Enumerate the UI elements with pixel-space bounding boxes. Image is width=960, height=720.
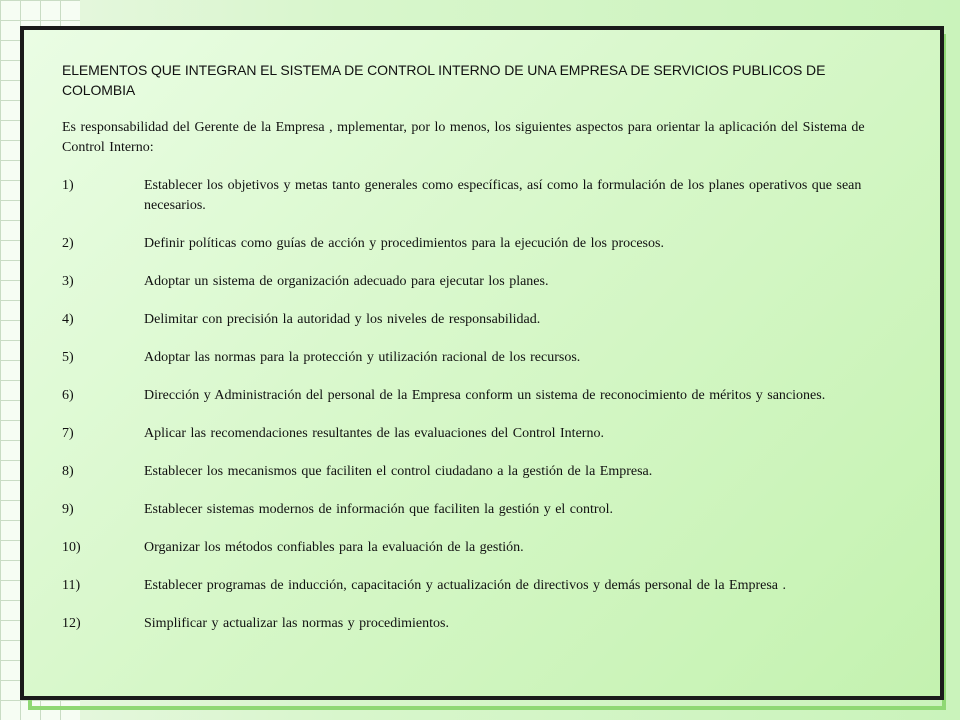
list-item — [62, 576, 902, 596]
item-number: 10) — [62, 540, 81, 555]
item-text: Establecer sistemas modernos de información que faciliten la gestión y el control. — [144, 502, 613, 517]
list-item — [62, 310, 902, 330]
item-number: 5) — [62, 350, 74, 365]
item-text: Delimitar con precisión la autoridad y los niveles de responsabilidad. — [144, 312, 541, 327]
intro-paragraph: Es responsabilidad del Gerente de la Empresa , mplementar, por lo menos, los siguientes aspectos para orientar la aplicación del Sistema de Control Interno: — [62, 120, 865, 155]
item-text: Adoptar las normas para la protección y utilización racional de los recursos. — [144, 350, 581, 365]
list-item — [62, 348, 902, 368]
item-number: 7) — [62, 426, 74, 441]
item-number: 11) — [62, 578, 81, 593]
list-item — [62, 386, 902, 406]
item-number: 9) — [62, 502, 74, 517]
list-item — [62, 500, 902, 520]
item-text: Establecer los mecanismos que faciliten el control ciudadano a la gestión de la Empresa. — [144, 464, 653, 479]
item-number: 2) — [62, 236, 74, 251]
list-item — [62, 462, 902, 482]
item-number: 3) — [62, 274, 74, 289]
items-list — [62, 176, 902, 634]
list-item — [62, 538, 902, 558]
item-text: Definir políticas como guías de acción y procedimientos para la ejecución de los procesos. — [144, 236, 664, 251]
slide-content — [62, 60, 902, 652]
item-number: 12) — [62, 616, 81, 631]
item-text: Establecer programas de inducción, capacitación y actualización de directivos y demás personal de la Empresa . — [144, 578, 787, 593]
item-number: 6) — [62, 388, 74, 403]
item-number: 8) — [62, 464, 74, 479]
item-text: Organizar los métodos confiables para la evaluación de la gestión. — [144, 540, 524, 555]
item-text: Aplicar las recomendaciones resultantes de las evaluaciones del Control Interno. — [144, 426, 604, 441]
slide-title: ELEMENTOS QUE INTEGRAN EL SISTEMA DE CONTROL INTERNO DE UNA EMPRESA DE SERVICIOS PUBLICOS DE COLOMBIA — [62, 62, 826, 98]
list-item — [62, 234, 902, 254]
item-text: Adoptar un sistema de organización adecuado para ejecutar los planes. — [144, 274, 549, 289]
item-text: Dirección y Administración del personal de la Empresa conform un sistema de reconocimiento de méritos y sanciones. — [144, 388, 826, 403]
item-number: 1) — [62, 178, 74, 193]
list-item — [62, 424, 902, 444]
list-item — [62, 614, 902, 634]
item-number: 4) — [62, 312, 74, 327]
list-item — [62, 176, 902, 216]
list-item — [62, 272, 902, 292]
item-text: Establecer los objetivos y metas tanto generales como específicas, así como la formulación de los planes operativos que sean necesarios. — [144, 178, 862, 213]
item-text: Simplificar y actualizar las normas y procedimientos. — [144, 616, 449, 631]
